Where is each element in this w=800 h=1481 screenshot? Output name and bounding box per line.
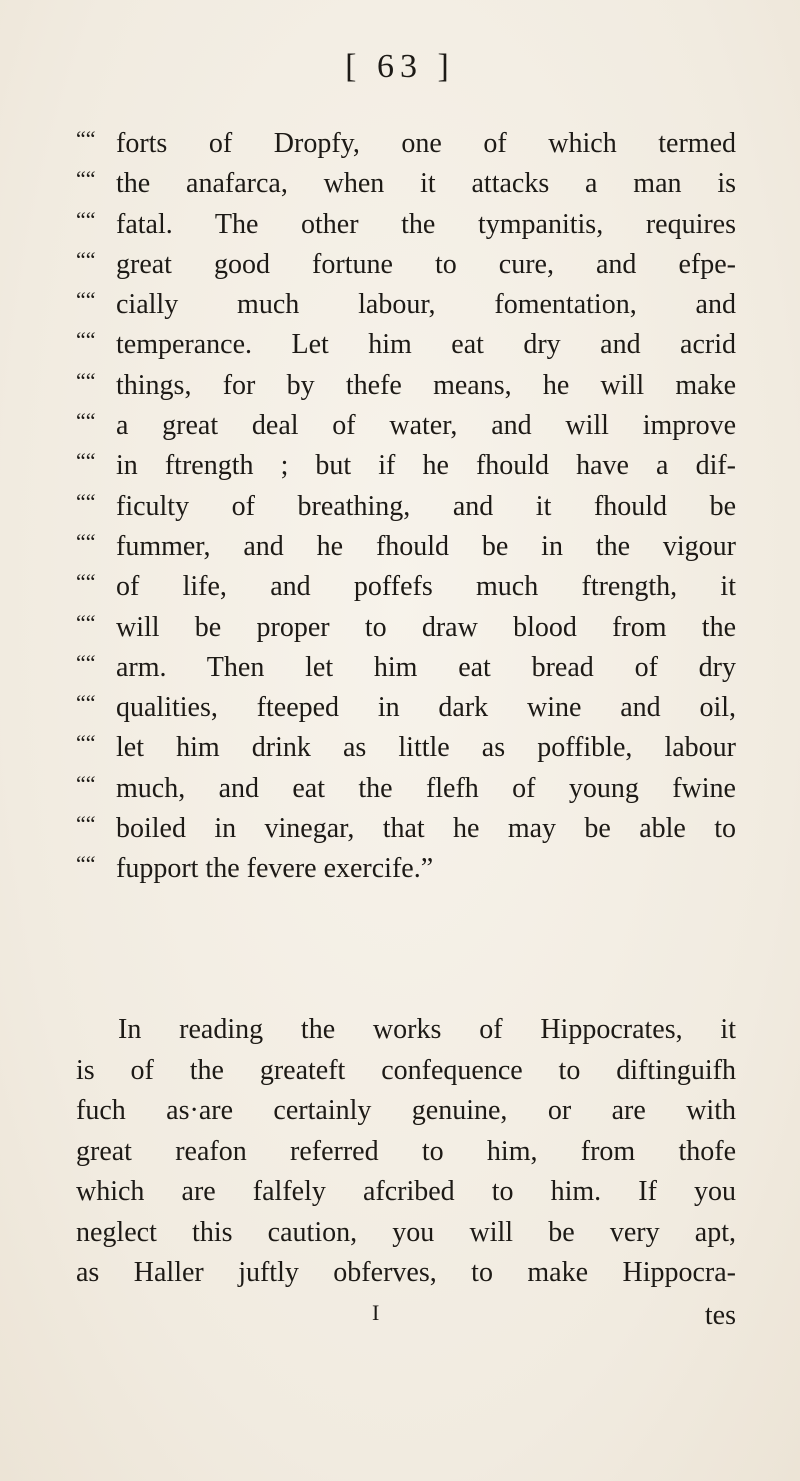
quoted-line-text: let him drink as little as poffible, labour <box>116 732 736 764</box>
quoted-line <box>76 168 736 208</box>
paragraph-line: great reafon referred to him, from thofe <box>76 1135 736 1167</box>
quoted-line <box>76 853 736 893</box>
quoted-line <box>76 367 736 410</box>
quoted-line-text: much, and eat the flefh of young fwine <box>116 772 736 804</box>
quoted-line-text: qualities, fteeped in dark wine and oil, <box>116 692 736 724</box>
quote-mark: ““ <box>76 246 96 272</box>
quoted-line-text: in ftrength ; but if he fhould have a dif- <box>116 450 736 482</box>
quoted-line <box>76 246 736 289</box>
quoted-line <box>76 732 736 772</box>
quote-mark: ““ <box>76 569 96 595</box>
quoted-line-text: temperance. Let him eat dry and acrid <box>116 329 736 361</box>
quoted-line <box>76 450 736 490</box>
paragraph-line: neglect this caution, you will be very apt, <box>76 1216 736 1248</box>
quoted-line <box>76 528 736 571</box>
quote-mark: ““ <box>76 408 96 434</box>
quoted-line-text: a great deal of water, and will improve <box>116 410 736 442</box>
paragraph-line: is of the greateft confequence to diftinguifh <box>76 1054 736 1086</box>
quoted-line-text: fummer, and he fhould be in the vigour <box>116 530 736 562</box>
quoted-line <box>76 206 736 249</box>
quoted-line <box>76 289 736 329</box>
quoted-line-text: great good fortune to cure, and efpe- <box>116 248 736 280</box>
page-number: [ 63 ] <box>345 48 455 85</box>
quote-mark: ““ <box>76 327 96 353</box>
quoted-line <box>76 649 736 692</box>
quoted-line <box>76 692 736 732</box>
quote-mark: ““ <box>76 287 96 313</box>
quote-mark: ““ <box>76 730 96 756</box>
quoted-line <box>76 410 736 450</box>
paragraph-line: In reading the works of Hippocrates, it <box>118 1014 736 1045</box>
quote-mark: ““ <box>76 649 96 675</box>
quoted-line-text: forts of Dropfy, one of which termed <box>116 128 736 159</box>
quote-mark: ““ <box>76 488 96 514</box>
quoted-line <box>76 128 736 168</box>
quote-mark: ““ <box>76 126 96 151</box>
quoted-line <box>76 329 736 369</box>
quote-mark: ““ <box>76 448 96 474</box>
quote-mark: ““ <box>76 528 96 554</box>
quoted-line <box>76 488 736 531</box>
quoted-line-text: the anafarca, when it attacks a man is <box>116 168 736 200</box>
page-footer <box>76 1300 736 1340</box>
quoted-line-text: ficulty of breathing, and it fhould be <box>116 490 736 522</box>
catchword: tes <box>704 1300 736 1331</box>
quote-mark: ““ <box>76 206 96 232</box>
quoted-line <box>76 770 736 813</box>
quote-mark: ““ <box>76 811 96 837</box>
quoted-line-text: boiled in vinegar, that he may be able to <box>116 813 736 845</box>
quoted-line <box>76 609 736 652</box>
quoted-line-text: of life, and poffefs much ftrength, it <box>116 571 736 603</box>
quoted-line-text: fatal. The other the tympanitis, requires <box>116 208 736 240</box>
signature-mark: I <box>372 1300 380 1325</box>
quoted-line <box>76 571 736 611</box>
quoted-passage <box>76 128 736 894</box>
quote-mark: ““ <box>76 609 96 635</box>
quoted-line-text: cially much labour, fomentation, and <box>116 289 736 321</box>
paragraph-line: as Haller juftly obferves, to make Hippocra- <box>76 1257 736 1288</box>
quote-mark: ““ <box>76 166 96 192</box>
quoted-line-text: things, for by thefe means, he will make <box>116 369 736 401</box>
quoted-line-text: arm. Then let him eat bread of dry <box>116 651 736 683</box>
quote-mark: ““ <box>76 690 96 716</box>
quoted-line-text: will be proper to draw blood from the <box>116 611 736 643</box>
quote-mark: ““ <box>76 770 96 796</box>
body-paragraph <box>76 1014 736 1298</box>
paragraph-line: which are falfely afcribed to him. If you <box>76 1176 736 1207</box>
quoted-line-text: fupport the fevere exercife.” <box>116 853 434 885</box>
quote-mark: ““ <box>76 851 96 877</box>
quoted-line <box>76 813 736 853</box>
paragraph-line: fuch as·are certainly genuine, or are with <box>76 1095 736 1126</box>
quote-mark: ““ <box>76 367 96 393</box>
